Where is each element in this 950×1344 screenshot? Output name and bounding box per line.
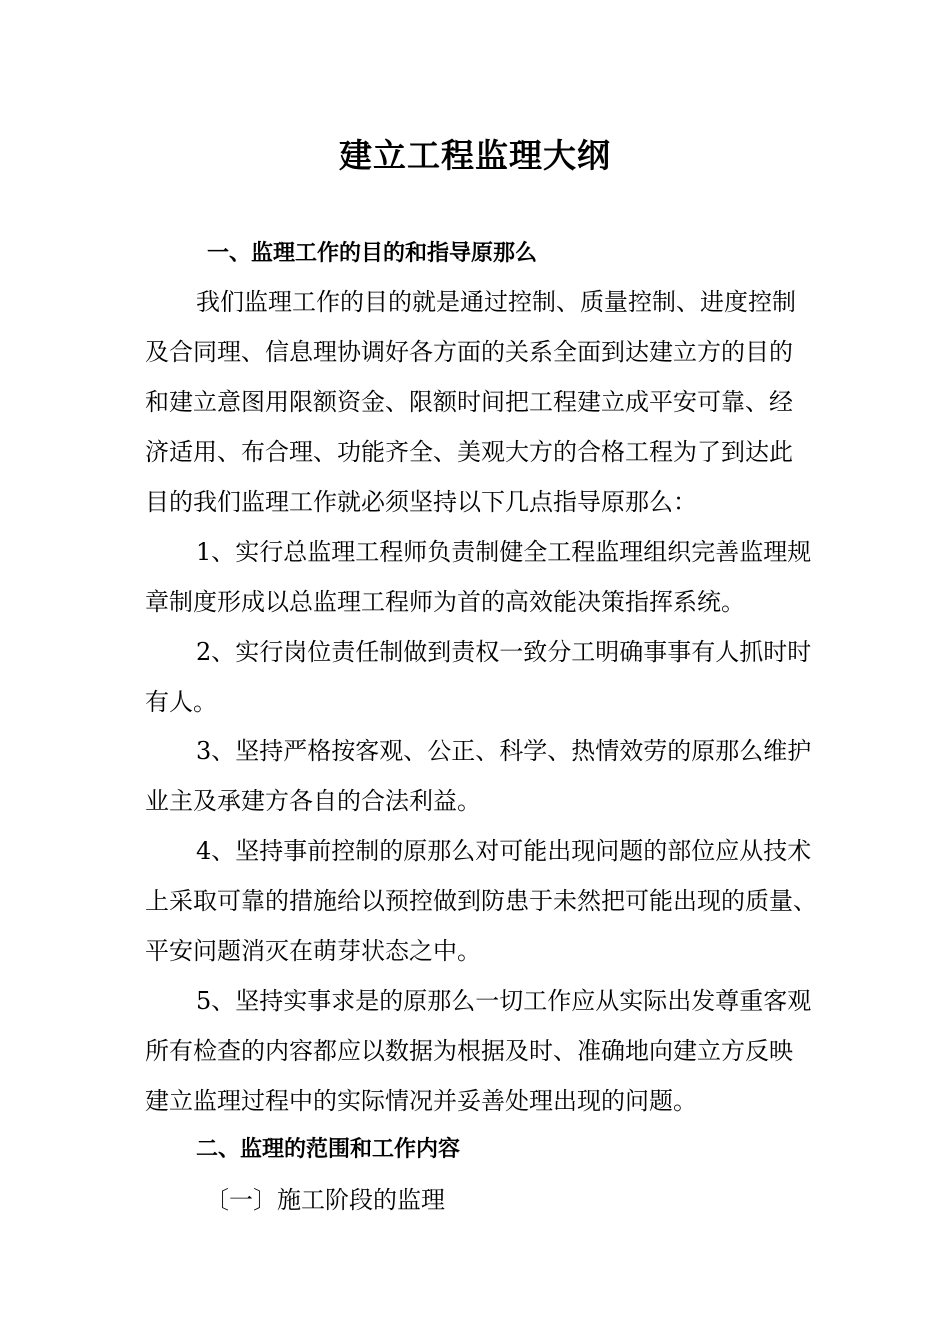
document-title: 建立工程监理大纲 (339, 136, 611, 175)
list-item-1-line: 1、实行总监理工程师负责制健全工程监理组织完善监理规 (196, 538, 812, 566)
list-item-5-line: 5、坚持实事求是的原那么一切工作应从实际出发尊重客观 (196, 987, 812, 1015)
paragraph-line: 济适用、布合理、功能齐全、美观大方的合格工程为了到达此 (145, 438, 793, 466)
list-item-3-line: 业主及承建方各自的合法利益。 (145, 787, 481, 815)
list-item-1-line: 章制度形成以总监理工程师为首的高效能决策指挥系统。 (145, 588, 745, 616)
list-item-3-line: 3、坚持严格按客观、公正、科学、热情效劳的原那么维护 (196, 737, 812, 765)
paragraph-line: 及合同理、信息理协调好各方面的关系全面到达建立方的目的 (145, 338, 793, 366)
paragraph-line: 和建立意图用限额资金、限额时间把工程建立成平安可靠、经 (145, 388, 793, 416)
list-item-5-line: 所有检查的内容都应以数据为根据及时、准确地向建立方反映 (145, 1037, 793, 1065)
list-item-5-line: 建立监理过程中的实际情况并妥善处理出现的问题。 (145, 1087, 697, 1115)
paragraph-line: 目的我们监理工作就必须坚持以下几点指导原那么： (145, 488, 697, 516)
section-1-heading: 一、监理工作的目的和指导原那么 (207, 241, 538, 266)
list-item-4-line: 平安问题消灭在萌芽状态之中。 (145, 937, 481, 965)
list-item-4-line: 4、坚持事前控制的原那么对可能出现问题的部位应从技术 (196, 837, 812, 865)
list-item-2-line: 有人。 (145, 688, 217, 716)
section-2-subheading: 〔一〕施工阶段的监理 (205, 1186, 445, 1214)
list-item-4-line: 上采取可靠的措施给以预控做到防患于未然把可能出现的质量、 (145, 887, 817, 915)
section-2-heading: 二、监理的范围和工作内容 (196, 1137, 461, 1162)
paragraph-line: 我们监理工作的目的就是通过控制、质量控制、进度控制 (196, 288, 796, 316)
list-item-2-line: 2、实行岗位责任制做到责权一致分工明确事事有人抓时时 (196, 638, 812, 666)
